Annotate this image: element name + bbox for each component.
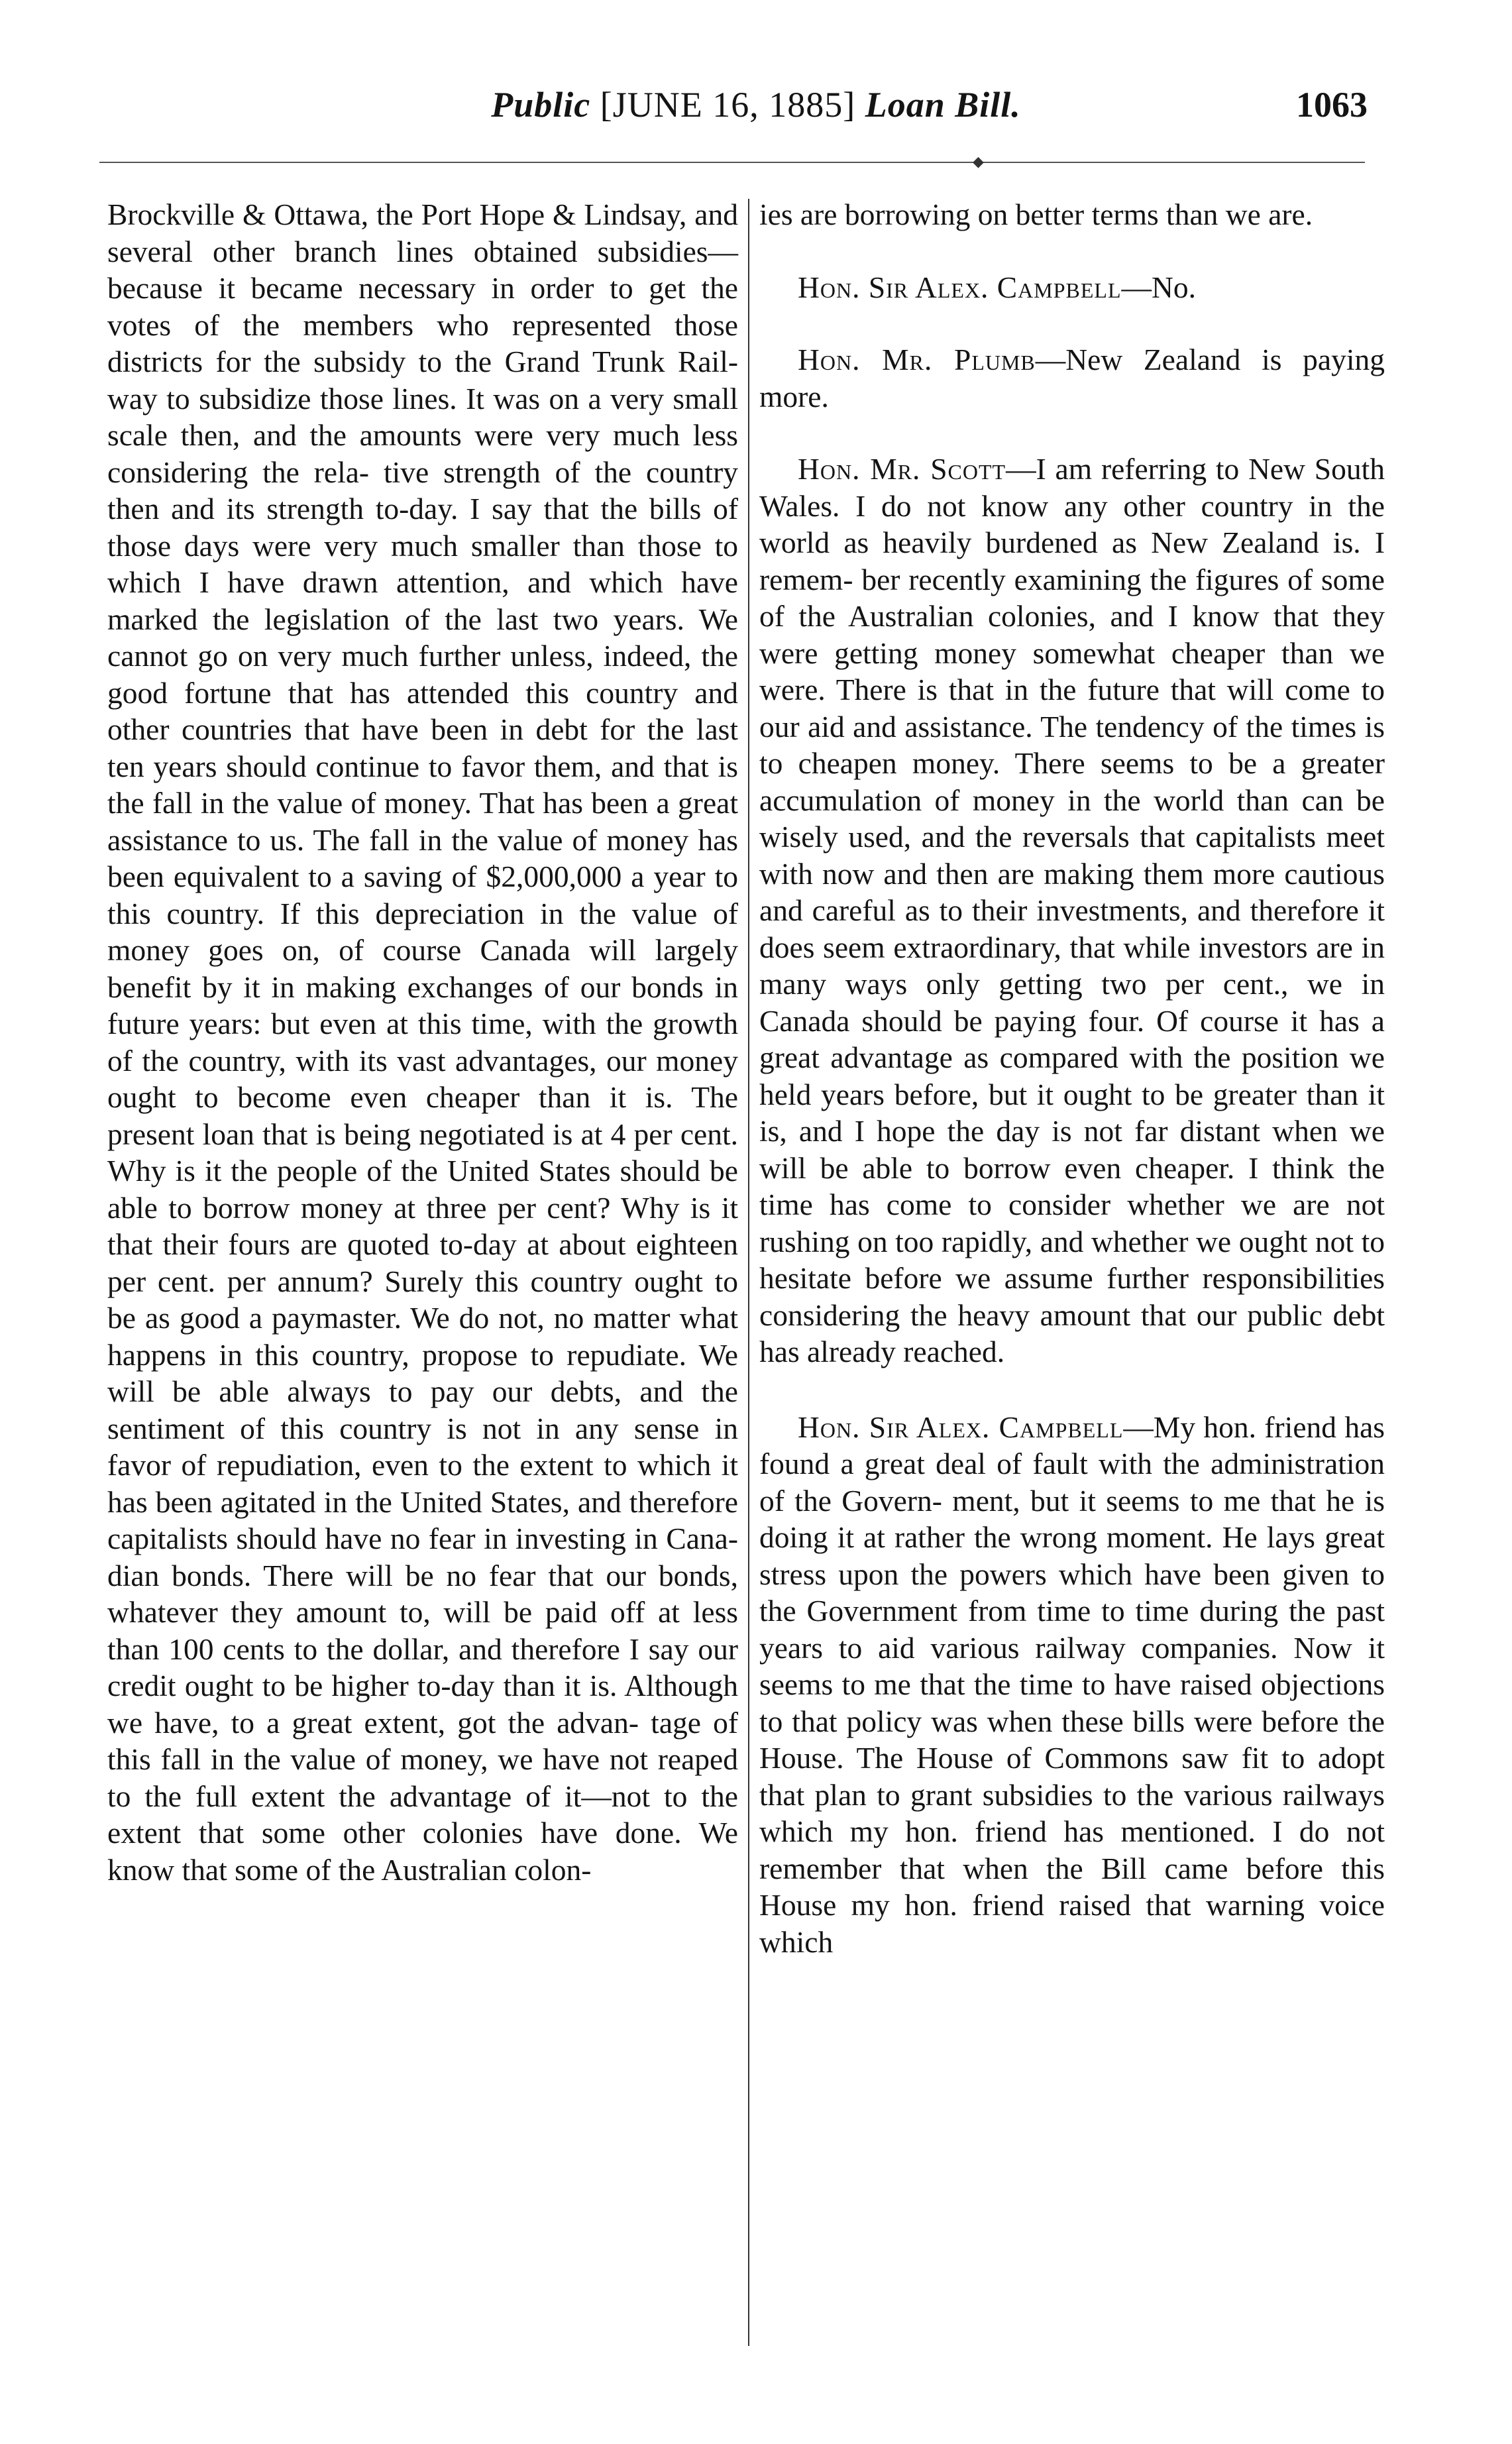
speech-paragraph	[759, 451, 1385, 1370]
speech-paragraph	[759, 341, 1385, 415]
speech-paragraph	[759, 269, 1385, 306]
speaker-name: Hon. Mr. Scott	[798, 452, 1006, 486]
speech-text: —My hon. friend has found a great deal of fault with the administration of the Govern- ment, but it seems to me that he is doing it at rather the wrong moment. He lays great stress upon the powers which have been given to the Government from time to time during the past years to aid various railway companies. Now it seems to me that the time to have raised objections to that policy was when these bills were before the House. The House of Commons saw fit to adopt that plan to grant subsidies to the various railways which my hon. friend has mentioned. I do not remember that when the Bill came before this House my hon. friend raised that warning voice which	[759, 1410, 1385, 1959]
speaker-name: Hon. Mr. Plumb	[798, 343, 1036, 376]
speech-paragraph	[759, 1409, 1385, 1961]
header-title	[0, 78, 1512, 131]
page-number: 1063	[1296, 85, 1368, 125]
running-header	[0, 78, 1512, 138]
header-rule-ornament-icon: ◆	[973, 153, 984, 170]
paragraph: ies are borrowing on better terms than we are.	[759, 197, 1313, 231]
right-column	[759, 196, 1385, 1960]
speaker-name: Hon. Sir Alex. Campbell	[798, 270, 1122, 304]
column-divider	[748, 199, 749, 2346]
header-title-public: Public	[491, 85, 591, 125]
header-title-loan: Loan Bill.	[865, 85, 1021, 125]
speaker-name: Hon. Sir Alex. Campbell	[798, 1410, 1124, 1444]
speech-text: —I am referring to New South Wales. I do not know any other country in the world as heavily burdened as New Zealand is. I remem- ber recently examining the figures of some of the Australian colonies, and I know that they were getting money somewhat cheaper than we were. There is that in the future that will come to our aid and assistance. The tendency of the times is to cheapen money. There seems to be a greater accumulation of money in the world than can be wisely used, and the reversals that capitalists meet with now and then are making them more cautious and careful as to their investments, and therefore it does seem extraordinary, that while investors are in many ways only getting two per cent., we in Canada should be paying four. Of course it has a great advantage as compared with the position we held years before, but it ought to be greater than it is, and I hope the day is not far distant when we will be able to borrow even cheaper. I think the time has come to consider whether we are not rushing on too rapidly, and whether we ought not to hesitate before we assume further responsibilities considering the heavy amount that our public debt has already reached.	[759, 452, 1385, 1368]
speech-text: —New Zealand is paying more.	[759, 343, 1385, 414]
paragraph: Brockville & Ottawa, the Port Hope & Lindsay, and several other branch lines obtained subsidies—because it became necessary in order to get the votes of the members who represented those districts for the subsidy to the Grand Trunk Rail- way to subsidize those lines. It was on a very small scale then, and the amounts were very much less considering the rela- tive strength of the country then and its strength to-day. I say that the bills of those days were very much smaller than those to which I have drawn attention, and which have marked the legislation of the last two years. We cannot go on very much further unless, indeed, the good fortune that has attended this country and other countries that have been in debt for the last ten years should continue to favor them, and that is the fall in the value of money. That has been a great assistance to us. The fall in the value of money has been equivalent to a saving of $2,000,000 a year to this country. If this depreciation in the value of money goes on, of course Canada will largely benefit by it in making exchanges of our bonds in future years: but even at this time, with the growth of the country, with its vast advantages, our money ought to become even cheaper than it is. The present loan that is being negotiated is at 4 per cent. Why is it the people of the United States should be able to borrow money at three per cent? Why is it that their fours are quoted to-day at about eighteen per cent. per annum? Surely this country ought to be as good a paymaster. We do not, no matter what happens in this country, propose to repudiate. We will be able always to pay our debts, and the sentiment of this country is not in any sense in favor of repudiation, even to the extent to which it has been agitated in the United States, and therefore capitalists should have no fear in investing in Cana- dian bonds. There will be no fear that our bonds, whatever they amount to, will be paid off at less than 100 cents to the dollar, and therefore I say our credit ought to be higher to-day than it is. Although we have, to a great extent, got the advan- tage of this fall in the value of money, we have not reaped to the full extent the advantage of it—not to the extent that some other colonies have done. We know that some of the Australian colon-	[107, 197, 738, 1887]
speech-text: —No.	[1121, 270, 1196, 304]
left-column	[107, 196, 738, 1888]
header-title-date: [JUNE 16, 1885]	[600, 85, 856, 125]
header-rule	[99, 162, 1365, 163]
